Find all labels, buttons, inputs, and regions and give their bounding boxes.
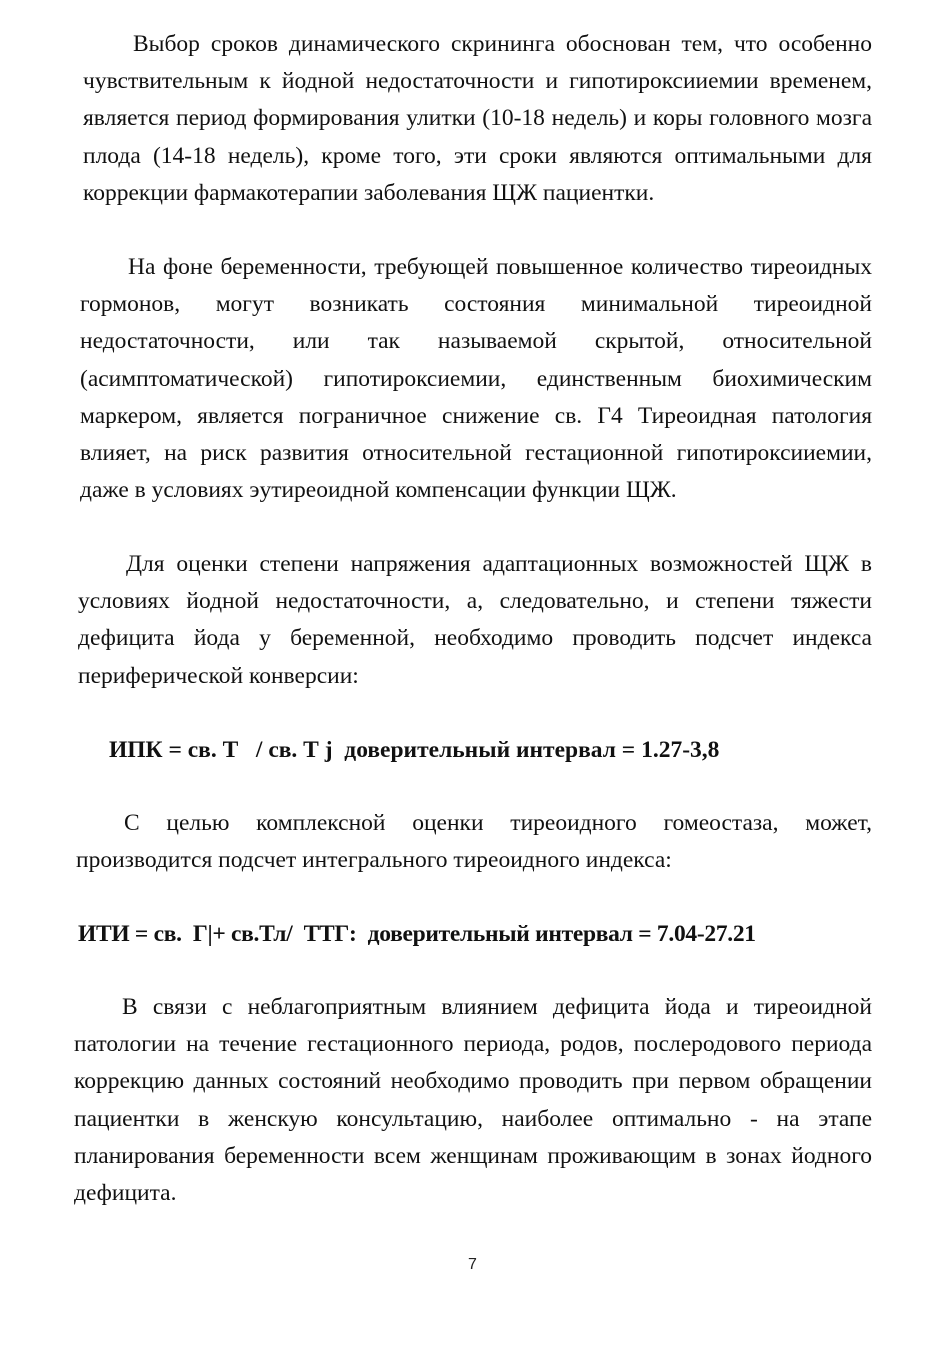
paragraph-integral-index: С целью комплексной оценки тиреоидного гомеостаза, может, производится подсчет интегрального тиреоидного индекса:: [76, 810, 872, 874]
paragraph-hypothyroxinemia: На фоне беременности, требующей повышенное количество тиреоидных гормонов, могут возникать состояния минимальной тиреоидной недостаточности, или так называемой скрытой, относительной (асимптоматической) гипотироксиемии, единственным биохимическим маркером, является пограничное снижение св. Г4 Тиреоидная патология влияет, на риск развития относительной гестационной гипотироксииемии, даже в условиях эутиреоидной компенсации функции ЩЖ.: [80, 254, 872, 504]
paragraph-screening-timing: Выбор сроков динамического скрининга обоснован тем, что особенно чувствительным к йодной недостаточности и гипотироксииемии временем, является период формирования улитки (10-18 недель) и коры головного мозга плода (14-18 недель), кроме того, эти сроки являются оптимальными для коррекции фармакотерапии заболевания ЩЖ пациентки.: [83, 31, 872, 206]
formula-ipk: ИПК = св. Т / св. Т j доверительный интервал = 1.27-3,8: [109, 737, 720, 763]
formula-iti: ИТИ = св. Г|+ св.Тл/ ТТГ: доверительный интервал = 7.04-27.21: [78, 921, 756, 947]
page-number: 7: [468, 1256, 477, 1273]
paragraph-iodine-deficiency: В связи с неблагоприятным влиянием дефицита йода и тиреоидной патологии на течение гестационного периода, родов, послеродового периода коррекцию данных состояний необходимо проводить при первом обращении пациентки в женскую консультацию, наиболее оптимально - на этапе планирования беременности всем женщинам проживающим в зонах йодного дефицита.: [74, 994, 872, 1207]
paragraph-conversion-index: Для оценки степени напряжения адаптационных возможностей ЩЖ в условиях йодной недостаточности, а, следовательно, и степени тяжести дефицита йода у беременной, необходимо проводить подсчет индекса периферической конверсии:: [78, 551, 872, 689]
